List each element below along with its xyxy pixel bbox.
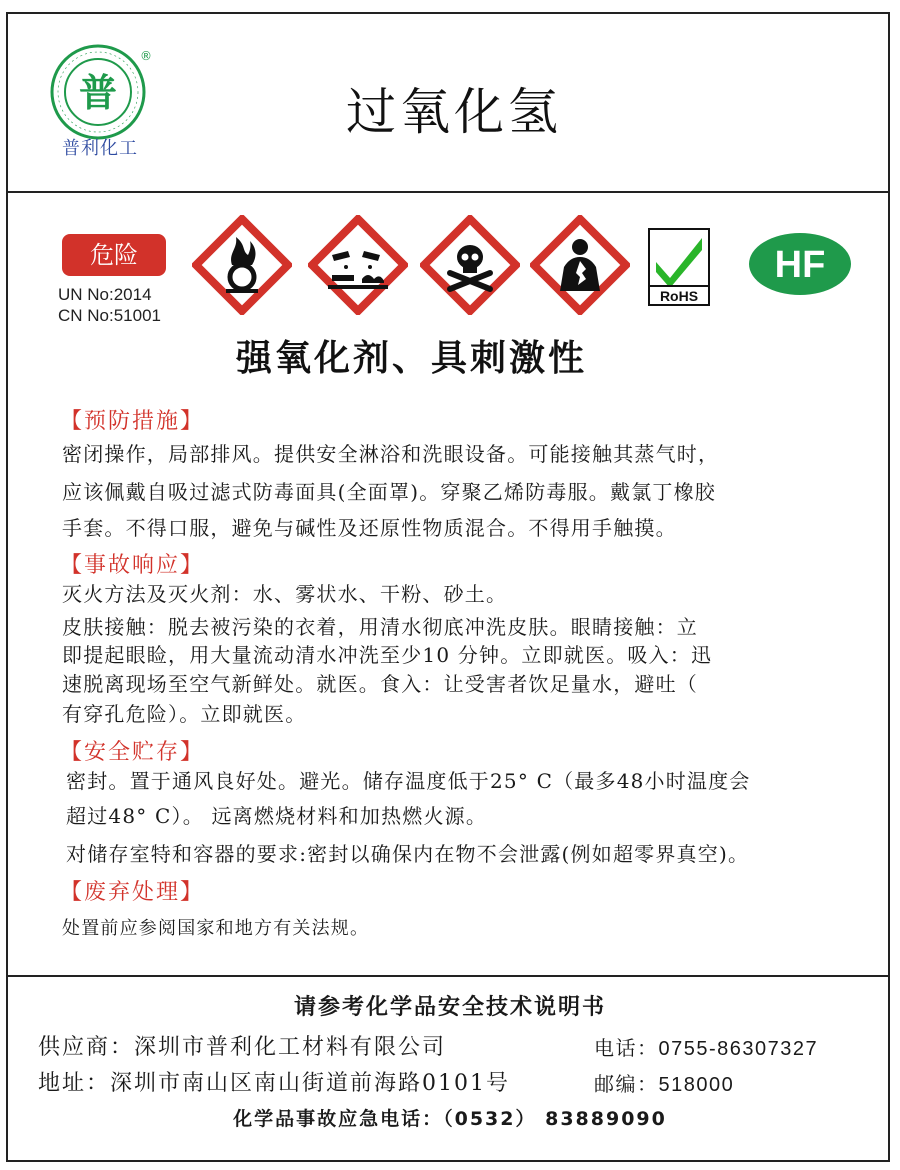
- storage-line: 密封。置于通风良好处。避光。储存温度低于25° C（最多48小时温度会: [66, 769, 751, 793]
- postcode-line: 邮编：518000: [594, 1074, 735, 1096]
- un-number: UN No:2014: [58, 285, 152, 304]
- hazard-statement: 强氧化剂、具刺激性: [236, 338, 588, 379]
- disposal-line: 处置前应参阅国家和地方有关法规。: [62, 918, 370, 939]
- rohs-badge: [648, 228, 710, 306]
- prevention-heading: 【预防措施】: [60, 409, 205, 434]
- footer-divider: [6, 975, 890, 977]
- phone-line: 电话：0755-86307327: [594, 1038, 819, 1060]
- oxidizer-icon: [192, 215, 292, 315]
- prevention-line: 密闭操作，局部排风。提供安全淋浴和洗眼设备。可能接触其蒸气时，: [62, 442, 720, 466]
- rohs-label: RoHS: [659, 288, 699, 304]
- cn-number: CN No:51001: [58, 306, 162, 325]
- response-line: 皮肤接触：脱去被污染的衣着，用清水彻底冲洗皮肤。眼睛接触：立: [62, 615, 698, 639]
- response-line: 有穿孔危险）。立即就医。: [62, 702, 307, 726]
- brand-name: 普利化工: [62, 138, 138, 159]
- logo-mark: 普: [78, 71, 118, 115]
- product-title: 过氧化氢: [346, 83, 562, 141]
- response-line: 速脱离现场至空气新鲜处。就医。食入：让受害者饮足量水，避吐（: [62, 672, 698, 696]
- address-line: 地址：深圳市南山区南山街道前海路0101号: [38, 1071, 510, 1096]
- id-numbers: [58, 284, 161, 326]
- signal-word-badge: 危险: [62, 234, 166, 276]
- response-line: 即提起眼睑，用大量流动清水冲洗至少10 分钟。立即就医。吸入：迅: [62, 643, 713, 667]
- emergency-phone: 化学品事故应急电话：（0532） 83889090: [233, 1108, 667, 1130]
- response-heading: 【事故响应】: [60, 553, 205, 578]
- hf-badge: [748, 232, 852, 296]
- skull-crossbones-icon: [420, 215, 520, 315]
- storage-line: 超过48° C）。 远离燃烧材料和加热燃火源。: [66, 804, 488, 828]
- prevention-line: 应该佩戴自吸过滤式防毒面具(全面罩)。穿聚乙烯防毒服。戴氯丁橡胶: [62, 480, 717, 504]
- health-hazard-icon: [530, 215, 630, 315]
- registered-mark: ®: [140, 49, 152, 63]
- prevention-line: 手套。不得口服，避免与碱性及还原性物质混合。不得用手触摸。: [62, 516, 677, 540]
- hf-label: HF: [774, 244, 826, 286]
- sds-notice: 请参考化学品安全技术说明书: [293, 995, 606, 1020]
- response-line: 灭火方法及灭火剂：水、雾状水、干粉、砂土。: [62, 582, 508, 606]
- corrosive-icon: [308, 215, 408, 315]
- disposal-heading: 【废弃处理】: [60, 880, 205, 905]
- header-divider: [6, 191, 890, 193]
- supplier-line: 供应商：深圳市普利化工材料有限公司: [38, 1035, 447, 1060]
- storage-heading: 【安全贮存】: [60, 740, 205, 765]
- storage-line: 对储存室特和容器的要求:密封以确保内在物不会泄露(例如超零界真空)。: [66, 842, 750, 866]
